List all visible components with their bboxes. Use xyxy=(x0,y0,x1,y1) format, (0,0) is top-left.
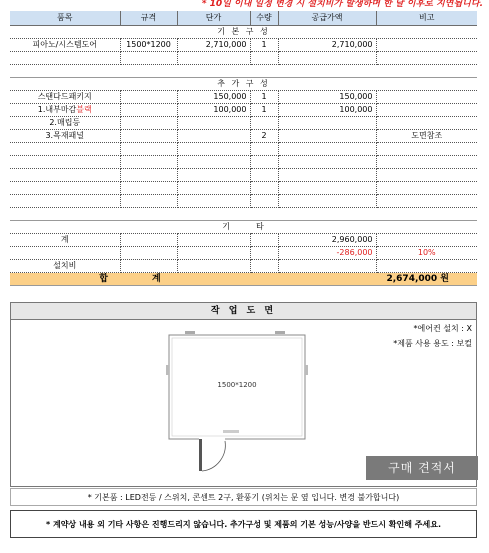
table-row-empty xyxy=(10,142,477,155)
table-row-empty xyxy=(10,155,477,168)
cell-supply: 100,000 xyxy=(278,103,376,116)
cell-spec: 1500*1200 xyxy=(120,38,177,51)
col-header-item: 품목 xyxy=(10,11,120,25)
cell-item-text: 1.내부마감 xyxy=(37,104,77,114)
total-label xyxy=(10,272,250,285)
cell-supply: 2,710,000 xyxy=(278,38,376,51)
cell-unit-price xyxy=(177,129,250,142)
cell-unit-price xyxy=(177,116,250,129)
install-label: 설치비 xyxy=(10,259,120,272)
schedule-notice: * 10일 이내 일정 변경 시 설치비가 발생하며 한 달 이후로 지연됩니다. xyxy=(201,0,483,9)
total-label-part2: 계 xyxy=(152,273,161,284)
cell-item xyxy=(10,103,120,116)
total-row xyxy=(10,272,477,285)
col-header-supply: 공급가액 xyxy=(278,11,376,25)
table-header-row xyxy=(10,11,477,25)
sum-label: 계 xyxy=(10,233,120,246)
sum-row xyxy=(10,233,477,246)
table-row xyxy=(10,116,477,129)
cell-spec xyxy=(120,90,177,103)
section-basic-row xyxy=(10,25,477,38)
cell-qty xyxy=(250,116,278,129)
cell-item: 피아노/시스템도어 xyxy=(10,38,120,51)
cell-item-color: 블랙 xyxy=(76,104,92,114)
cell-supply: 150,000 xyxy=(278,90,376,103)
section-etc-label-left: 기 xyxy=(10,220,250,233)
cell-item: 3.목재패널 xyxy=(10,129,120,142)
cell-spec xyxy=(120,103,177,116)
sum-value: 2,960,000 xyxy=(278,233,376,246)
discount-rate: 10% xyxy=(376,246,477,259)
section-gap xyxy=(10,64,477,77)
install-row xyxy=(10,259,477,272)
purchase-quote-badge: 구매 견적서 xyxy=(366,456,478,480)
cell-note xyxy=(376,90,477,103)
aircon-note: *에어컨 설치 : X xyxy=(413,324,472,333)
table-row xyxy=(10,90,477,103)
cell-qty: 1 xyxy=(250,90,278,103)
cell-item: 2.매립등 xyxy=(10,116,120,129)
col-header-qty: 수량 xyxy=(250,11,278,25)
table-row xyxy=(10,38,477,51)
cell-note xyxy=(376,116,477,129)
table-row-empty xyxy=(10,51,477,64)
table-row xyxy=(10,129,477,142)
col-header-note: 비고 xyxy=(376,11,477,25)
discount-value: -286,000 xyxy=(278,246,376,259)
section-etc-label-right: 타 xyxy=(250,220,477,233)
cell-unit-price: 150,000 xyxy=(177,90,250,103)
contract-note: * 계약상 내용 외 기타 사항은 진행드리지 않습니다. 추가구성 및 제품의 기본 성능/사양을 반드시 확인해 주세요. xyxy=(10,510,477,538)
cell-spec xyxy=(120,129,177,142)
table-row-empty xyxy=(10,181,477,194)
cell-note: 도면참조 xyxy=(376,129,477,142)
floor-plan xyxy=(165,325,315,475)
total-value: 2,674,000 원 xyxy=(278,272,477,285)
cell-qty: 1 xyxy=(250,38,278,51)
panel-mark xyxy=(185,331,195,334)
panel-mark xyxy=(305,365,308,375)
cell-qty: 1 xyxy=(250,103,278,116)
cell-note xyxy=(376,38,477,51)
discount-row xyxy=(10,246,477,259)
table-row-empty xyxy=(10,168,477,181)
cell-supply xyxy=(278,129,376,142)
col-header-unit-price: 단가 xyxy=(177,11,250,25)
section-basic-label: 기 본 구 성 xyxy=(10,25,477,38)
door-swing-arc xyxy=(202,441,225,471)
total-label-part1: 합 xyxy=(99,273,108,284)
table-row xyxy=(10,103,477,116)
section-add-label: 추 가 구 성 xyxy=(10,77,477,90)
quote-table xyxy=(10,11,477,286)
section-etc-row xyxy=(10,220,477,233)
cell-item: 스탠다드패키지 xyxy=(10,90,120,103)
cell-unit-price: 2,710,000 xyxy=(177,38,250,51)
cell-qty: 2 xyxy=(250,129,278,142)
usage-note: *제품 사용 용도 : 보컬 xyxy=(393,339,472,348)
switch-mark xyxy=(223,430,239,433)
cell-unit-price: 100,000 xyxy=(177,103,250,116)
door-leaf xyxy=(199,439,202,471)
table-row-empty xyxy=(10,194,477,207)
col-header-spec: 규격 xyxy=(120,11,177,25)
panel-mark xyxy=(166,365,169,375)
room-size-label: 1500*1200 xyxy=(217,381,257,389)
basic-items-note: * 기본품 : LED전등 / 스위치, 콘센트 2구, 환풍기 (위치는 문 옆 입니다. 변경 불가합니다) xyxy=(10,488,477,506)
cell-supply xyxy=(278,116,376,129)
cell-spec xyxy=(120,116,177,129)
drawing-title: 작 업 도 면 xyxy=(11,303,476,320)
section-gap xyxy=(10,207,477,220)
panel-mark xyxy=(275,331,285,334)
section-add-row xyxy=(10,77,477,90)
drawing-panel xyxy=(10,302,477,487)
cell-note xyxy=(376,103,477,116)
